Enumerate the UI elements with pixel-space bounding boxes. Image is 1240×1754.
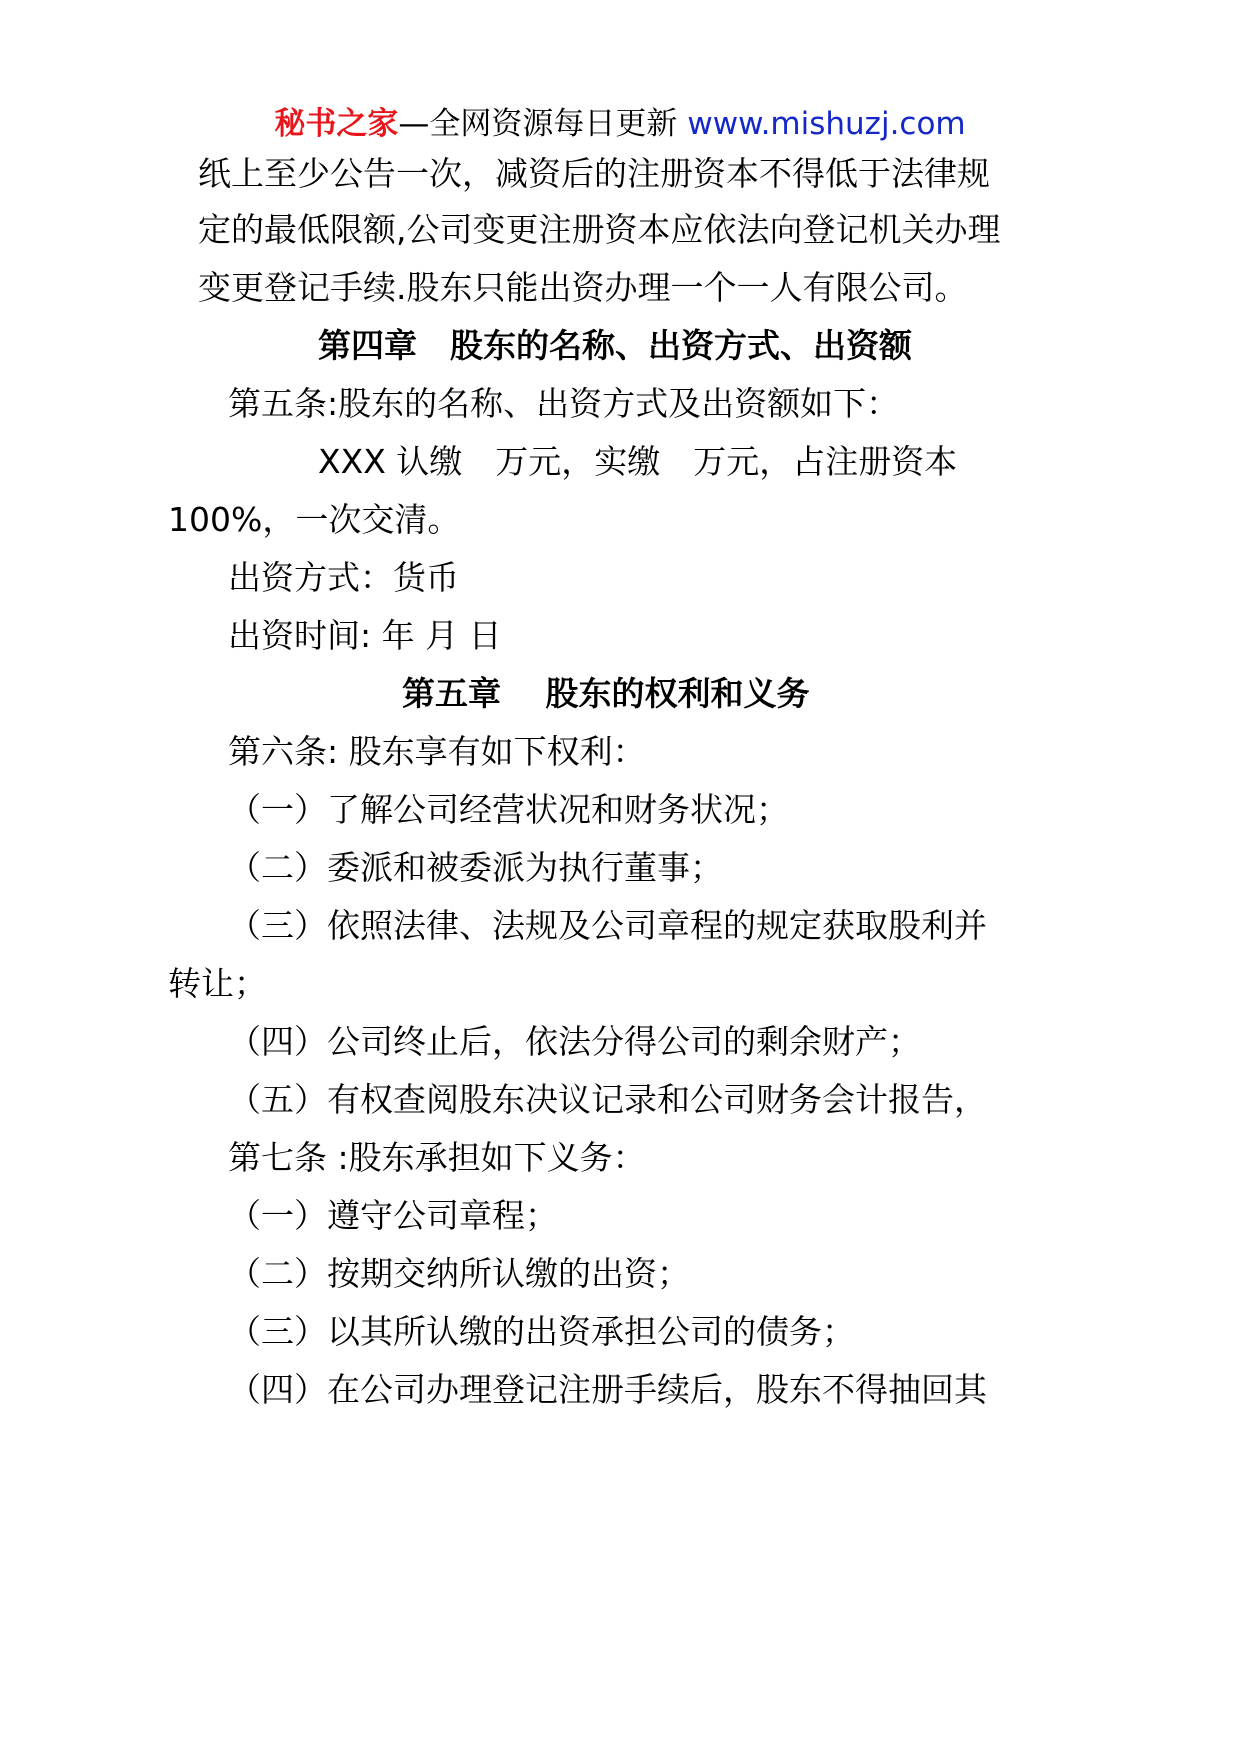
article-title: 第七条 :股东承担如下义务： (228, 1138, 646, 1177)
list-item: （五）有权查阅股东决议记录和公司财务会计报告， (228, 1080, 987, 1119)
list-item: （二）按期交纳所认缴的出资； (228, 1254, 690, 1293)
paragraph-line: 纸上至少公告一次，减资后的注册资本不得低于法律规 (198, 154, 990, 193)
paragraph-line: 定的最低限额,公司变更注册资本应依法向登记机关办理 (198, 210, 1001, 249)
header-url[interactable]: www.mishuzj.com (687, 106, 966, 142)
list-item-continuation: 转让； (168, 964, 267, 1003)
brand-name: 秘书之家 (274, 106, 399, 142)
paragraph-line: 出资方式：货币 (228, 558, 459, 597)
list-item: （一）了解公司经营状况和财务状况； (228, 790, 789, 829)
paragraph-line: 出资时间: 年 月 日 (228, 616, 502, 655)
article-title: 第六条: 股东享有如下权利： (228, 732, 646, 771)
article-title: 第五条:股东的名称、出资方式及出资额如下： (228, 384, 900, 423)
paragraph-line: 100%，一次交清。 (168, 500, 461, 539)
list-item: （二）委派和被委派为执行董事； (228, 848, 723, 887)
list-item: （四）公司终止后，依法分得公司的剩余财产； (228, 1022, 921, 1061)
paragraph-line: 变更登记手续.股东只能出资办理一个一人有限公司。 (198, 268, 968, 307)
list-item: （三）依照法律、法规及公司章程的规定获取股利并 (228, 906, 987, 945)
list-item: （一）遵守公司章程； (228, 1196, 558, 1235)
paragraph-line: XXX 认缴 万元，实缴 万元，占注册资本 (318, 442, 958, 481)
chapter-heading: 第五章 股东的权利和义务 (402, 674, 810, 713)
page-header (0, 102, 1240, 146)
chapter-heading: 第四章 股东的名称、出资方式、出资额 (318, 326, 912, 365)
header-tagline: —全网资源每日更新 (398, 106, 678, 142)
list-item: （三）以其所认缴的出资承担公司的债务； (228, 1312, 855, 1351)
list-item: （四）在公司办理登记注册手续后，股东不得抽回其 (228, 1370, 987, 1409)
